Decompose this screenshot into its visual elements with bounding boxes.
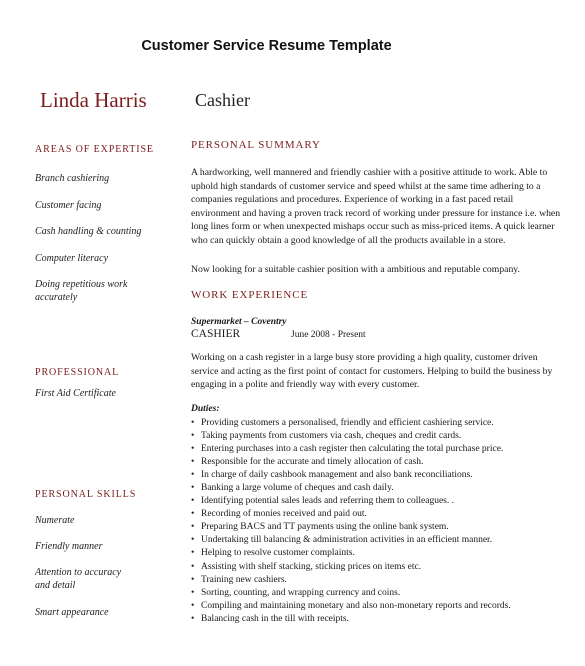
bullet-icon: • [191, 431, 195, 442]
summary-paragraph: A hardworking, well mannered and friendly cashier with a positive attitude to work. Able to uphold high standards of customer service and speed whilst at the same time adhering to a companies regulations and procedures. Experience of working in a fast paced retail environment and having a proven track record of working under pressure for instance i.e. when long lines form or when unexpected mishaps occur such as miss-priced items. A quick learner who can quickly obtain a good knowledge of all the products available in a store. [191, 167, 561, 246]
bullet-icon: • [191, 587, 195, 598]
duty-item [191, 534, 566, 547]
duty-text: Identifying potential sales leads and referring them to colleagues. . [201, 496, 454, 507]
bullet-icon: • [191, 444, 195, 455]
duty-item [191, 508, 566, 521]
duty-text: Helping to resolve customer complaints. [201, 548, 355, 559]
bullet-icon: • [191, 457, 195, 468]
duty-item [191, 495, 566, 508]
bullet-icon: • [191, 600, 195, 611]
duty-item [191, 430, 566, 443]
job-title: CASHIER [191, 328, 241, 340]
expertise-item: Customer facing [35, 200, 102, 211]
duty-text: Assisting with shelf stacking, sticking prices on items etc. [201, 561, 422, 572]
duty-text: Responsible for the accurate and timely allocation of cash. [201, 457, 424, 468]
bullet-icon: • [191, 613, 195, 624]
duty-item [191, 456, 566, 469]
summary-looking: Now looking for a suitable cashier position with a ambitious and reputable company. [191, 264, 520, 275]
job-description: Working on a cash register in a large busy store providing a high quality, customer driven service and acting as the first point of contact for customers. Helping to build the business by engaging in a polite and friendly way with every customer. [191, 352, 553, 390]
expertise-item: Doing repetitious work accurately [35, 279, 128, 303]
summary-heading: PERSONAL SUMMARY [191, 139, 321, 151]
duty-text: Providing customers a personalised, friendly and efficient cashiering service. [201, 418, 494, 428]
bullet-icon: • [191, 483, 195, 494]
candidate-role: Cashier [195, 90, 250, 110]
bullet-icon: • [191, 522, 195, 533]
duty-text: Compiling and maintaining monetary and also non-monetary reports and records. [201, 600, 511, 611]
expertise-heading: AREAS OF EXPERTISE [35, 144, 154, 155]
candidate-name: Linda Harris [40, 88, 147, 112]
duty-item [191, 587, 566, 600]
skills-heading: PERSONAL SKILLS [35, 489, 137, 500]
skill-item: Friendly manner [35, 541, 103, 552]
duty-item [191, 561, 566, 574]
duty-text: Entering purchases into a cash register then calculating the total purchase price. [201, 444, 504, 455]
duty-item [191, 600, 566, 613]
skill-item: Attention to accuracy and detail [35, 567, 122, 591]
bullet-icon: • [191, 548, 195, 559]
duty-item [191, 547, 566, 560]
skill-item: Smart appearance [35, 607, 109, 618]
bullet-icon: • [191, 574, 195, 585]
professional-heading: PROFESSIONAL [35, 367, 120, 378]
duty-text: Banking a large volume of cheques and cash daily. [201, 483, 394, 494]
job-company: Supermarket – Coventry [191, 317, 287, 327]
duty-text: In charge of daily cashbook management and also bank reconciliations. [201, 470, 473, 481]
duty-item [191, 417, 566, 430]
bullet-icon: • [191, 535, 195, 546]
duties-label: Duties: [191, 404, 220, 414]
expertise-item: Branch cashiering [35, 173, 110, 184]
skill-item: Numerate [35, 515, 75, 526]
document-title: Customer Service Resume Template [141, 38, 392, 54]
experience-heading: WORK EXPERIENCE [191, 289, 309, 301]
duty-text: Preparing BACS and TT payments using the online bank system. [201, 522, 449, 533]
duty-text: Balancing cash in the till with receipts. [201, 613, 350, 624]
duty-item [191, 521, 566, 534]
bullet-icon: • [191, 496, 195, 507]
duty-item [191, 482, 566, 495]
job-dates: June 2008 - Present [291, 330, 366, 340]
bullet-icon: • [191, 509, 195, 520]
duty-text: Taking payments from customers via cash, cheques and credit cards. [201, 431, 462, 442]
duty-item [191, 443, 566, 456]
bullet-icon: • [191, 470, 195, 481]
bullet-icon: • [191, 418, 195, 428]
duties-list [191, 417, 566, 626]
expertise-item: Computer literacy [35, 253, 109, 264]
duty-text: Training new cashiers. [201, 574, 287, 585]
bullet-icon: • [191, 561, 195, 572]
duty-item [191, 469, 566, 482]
duty-text: Undertaking till balancing & administration activities in an efficient manner. [201, 535, 493, 546]
professional-item: First Aid Certificate [35, 388, 116, 399]
duty-text: Recording of monies received and paid out. [201, 509, 367, 520]
expertise-item: Cash handling & counting [35, 226, 142, 237]
duty-item [191, 613, 566, 626]
duty-item [191, 574, 566, 587]
duty-text: Sorting, counting, and wrapping currency and coins. [201, 587, 401, 598]
